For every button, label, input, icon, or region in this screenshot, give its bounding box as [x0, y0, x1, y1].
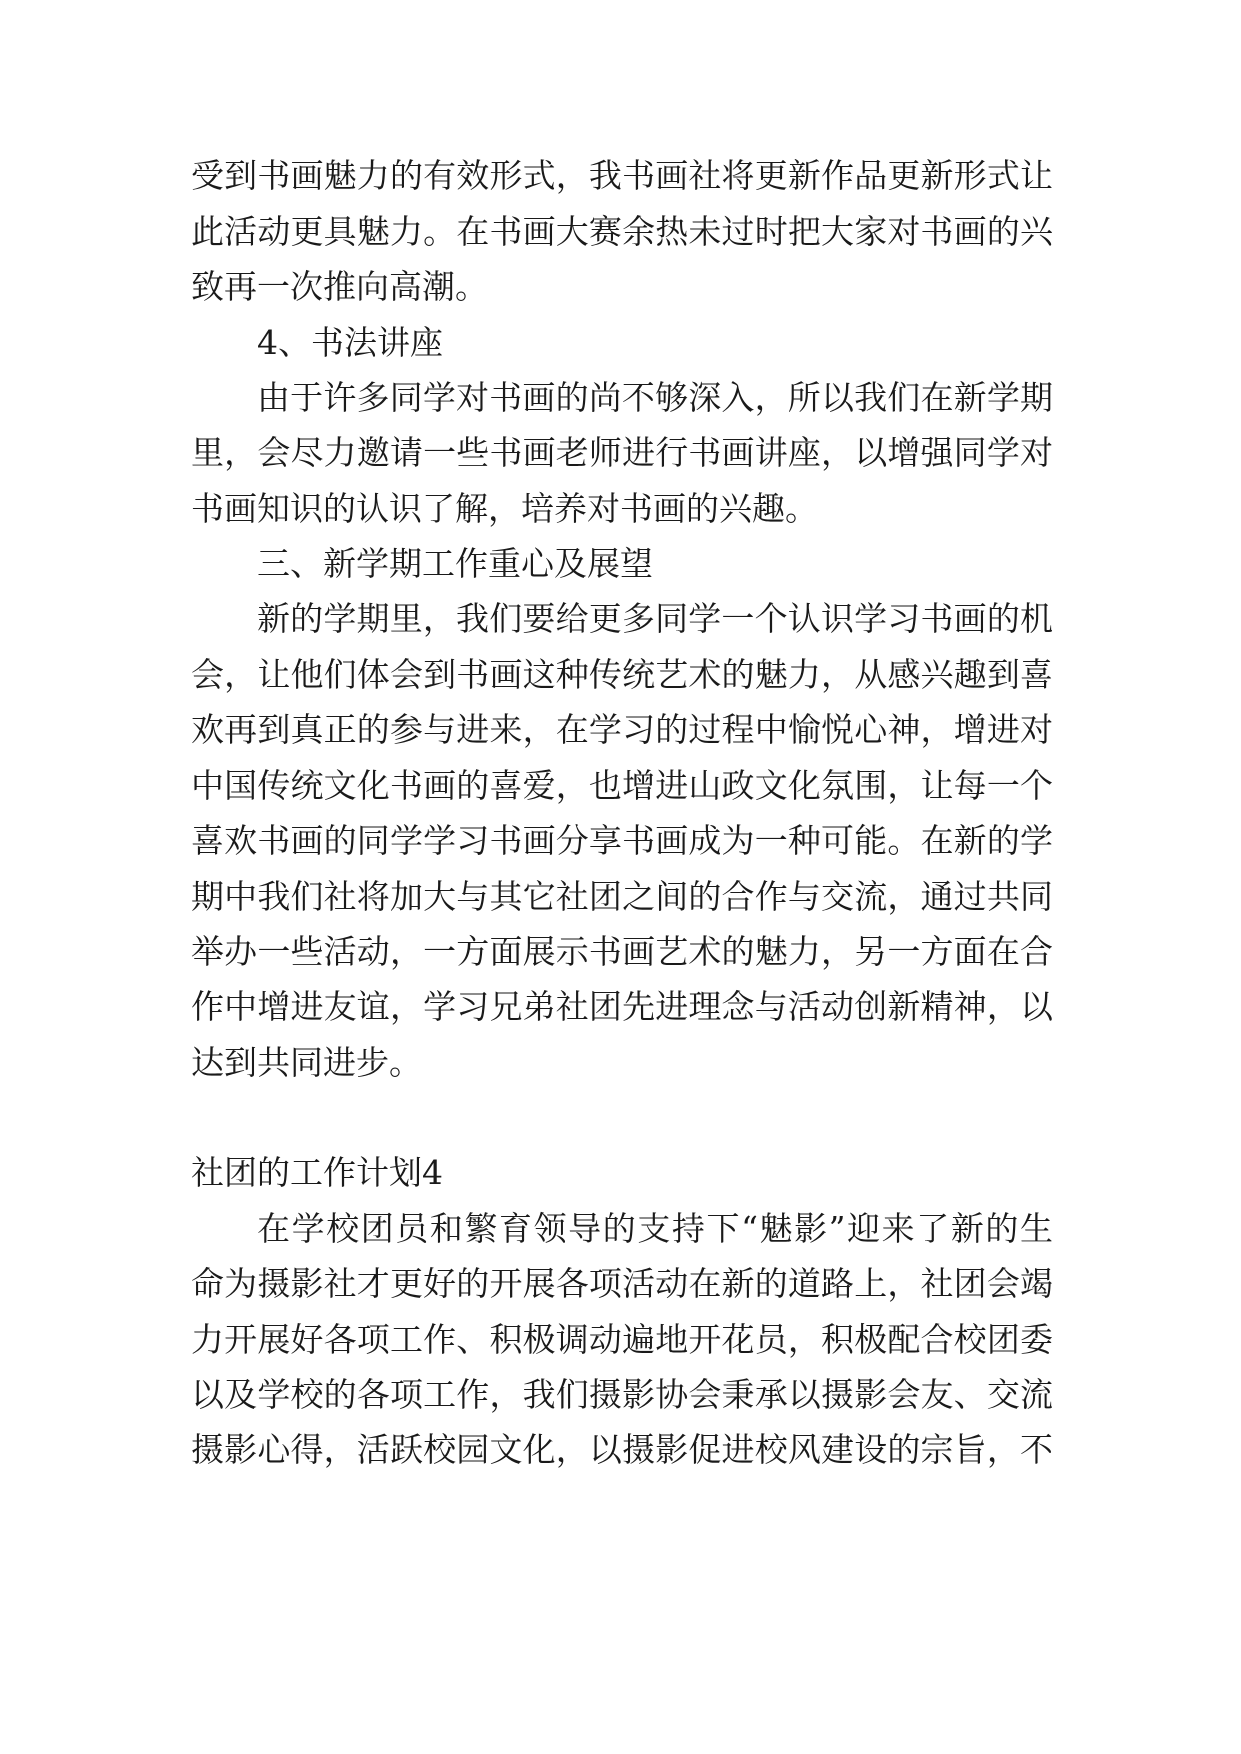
paragraph-line: 致再一次推向高潮。 [191, 267, 488, 306]
paragraph-line: 力开展好各项工作、积极调动遍地开花员，积极配合校团委 [191, 1320, 1053, 1359]
paragraph-line: 在学校团员和繁育领导的支持下“魅影”迎来了新的生 [257, 1209, 1053, 1248]
section-heading: 4、书法讲座 [257, 323, 443, 362]
paragraph-line: 此活动更具魅力。在书画大赛余热未过时把大家对书画的兴 [191, 212, 1053, 251]
paragraph-line: 作中增进友谊，学习兄弟社团先进理念与活动创新精神，以 [191, 987, 1053, 1026]
paragraph-line: 新的学期里，我们要给更多同学一个认识学习书画的机 [257, 599, 1053, 638]
document-heading: 社团的工作计划4 [191, 1153, 443, 1192]
paragraph-line: 达到共同进步。 [191, 1043, 422, 1082]
paragraph-line: 期中我们社将加大与其它社团之间的合作与交流，通过共同 [191, 877, 1053, 916]
section-heading: 三、新学期工作重心及展望 [257, 544, 653, 583]
paragraph-line: 中国传统文化书画的喜爱，也增进山政文化氛围，让每一个 [191, 766, 1053, 805]
paragraph-line: 摄影心得，活跃校园文化，以摄影促进校风建设的宗旨，不 [191, 1430, 1053, 1469]
paragraph-line: 由于许多同学对书画的尚不够深入，所以我们在新学期 [257, 378, 1053, 417]
paragraph-line: 欢再到真正的参与进来，在学习的过程中愉悦心神，增进对 [191, 710, 1053, 749]
paragraph-line: 会，让他们体会到书画这种传统艺术的魅力，从感兴趣到喜 [191, 655, 1053, 694]
paragraph-line: 喜欢书画的同学学习书画分享书画成为一种可能。在新的学 [191, 821, 1053, 860]
paragraph-line: 里，会尽力邀请一些书画老师进行书画讲座，以增强同学对 [191, 433, 1053, 472]
paragraph-line: 书画知识的认识了解，培养对书画的兴趣。 [191, 489, 818, 528]
paragraph-line: 命为摄影社才更好的开展各项活动在新的道路上，社团会竭 [191, 1264, 1053, 1303]
paragraph-line: 以及学校的各项工作，我们摄影协会秉承以摄影会友、交流 [191, 1375, 1053, 1414]
paragraph-line: 举办一些活动，一方面展示书画艺术的魅力，另一方面在合 [191, 932, 1053, 971]
paragraph-line: 受到书画魅力的有效形式，我书画社将更新作品更新形式让 [191, 156, 1053, 195]
